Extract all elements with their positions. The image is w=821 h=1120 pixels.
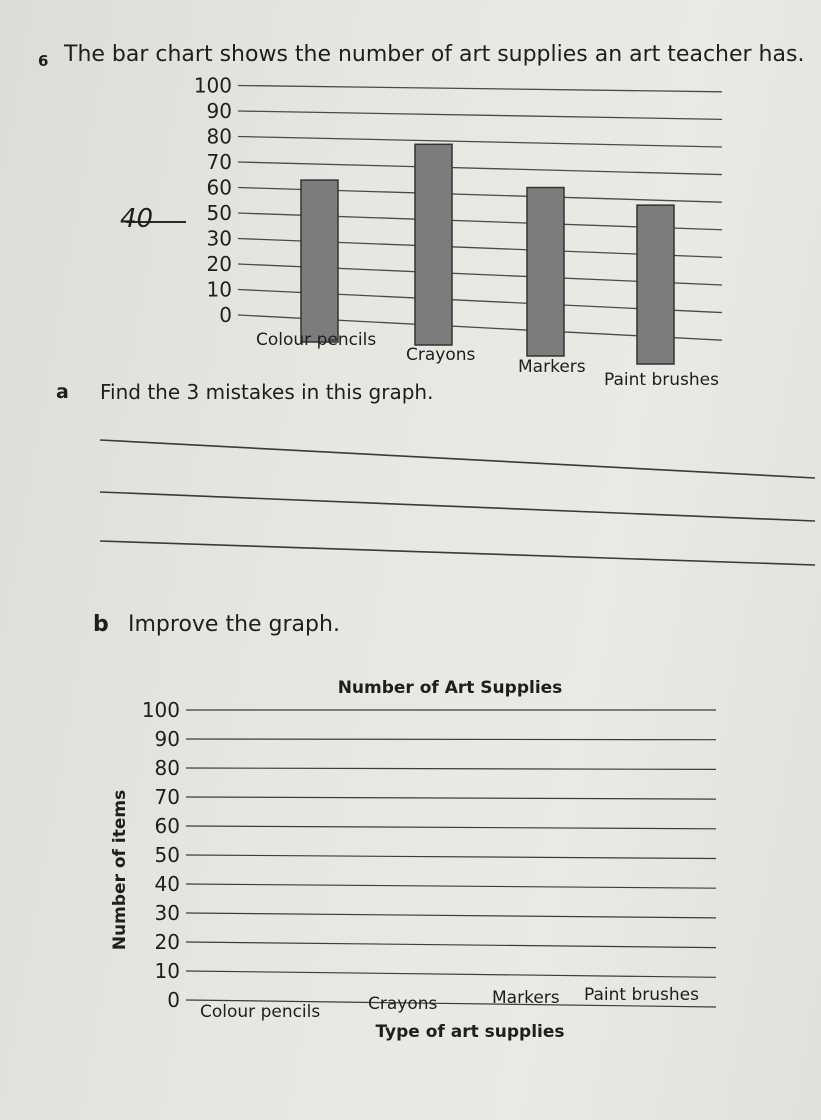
y-tick-label-20: 20 (154, 930, 180, 954)
gridline-80 (238, 137, 722, 147)
y-tick-label-50: 50 (206, 201, 232, 225)
y-tick-label-90: 90 (154, 727, 180, 751)
x-category-label-crayons: Crayons (406, 345, 476, 365)
y-tick-label-70: 70 (206, 150, 232, 174)
part-a-question: Find the 3 mistakes in this graph. (100, 380, 434, 404)
gridline-90 (238, 111, 722, 119)
y-tick-label-30: 30 (206, 226, 232, 251)
gridline-100 (238, 86, 722, 92)
y-tick-label-100: 100 (193, 73, 232, 98)
y-tick-label-30: 30 (154, 901, 180, 925)
y-axis-label: Number of items (110, 789, 130, 951)
y-tick-label-10: 10 (154, 959, 180, 983)
x-category-label-colour-pencils: Colour pencils (200, 1002, 321, 1022)
x-category-label-markers: Markers (518, 357, 586, 377)
gridline-70 (186, 797, 716, 799)
y-tick-label-80: 80 (154, 756, 180, 780)
bar-crayons (415, 144, 452, 345)
question-intro: The bar chart shows the number of art supplies an art teacher has. (64, 42, 805, 67)
x-category-label-markers: Markers (492, 988, 560, 1008)
y-tick-label-0: 0 (219, 303, 232, 327)
chart-title: Number of Art Supplies (337, 678, 563, 698)
y-tick-label-60: 60 (154, 814, 180, 838)
gridline-40 (186, 884, 716, 888)
gridline-10 (186, 971, 716, 977)
answer-line-2[interactable] (100, 492, 815, 521)
bar-paint-brushes (637, 205, 674, 364)
y-tick-label-70: 70 (154, 785, 180, 809)
handwritten-40: 40 (120, 204, 154, 234)
x-category-label-paint-brushes: Paint brushes (584, 985, 699, 1005)
gridline-50 (186, 855, 716, 859)
x-category-label-colour-pencils: Colour pencils (256, 330, 377, 350)
answer-line-3[interactable] (100, 541, 815, 565)
bar-colour-pencils (301, 180, 338, 342)
y-tick-label-50: 50 (154, 843, 180, 867)
y-tick-label-40: 40 (154, 872, 180, 896)
bar-markers (527, 188, 564, 356)
y-tick-label-10: 10 (206, 277, 232, 302)
gridline-70 (238, 162, 722, 175)
y-tick-label-80: 80 (206, 124, 232, 149)
x-category-label-paint-brushes: Paint brushes (604, 370, 719, 390)
gridline-20 (186, 942, 716, 948)
part-b-label: b (93, 612, 109, 637)
y-tick-label-100: 100 (141, 698, 180, 722)
gridline-90 (186, 739, 716, 740)
y-tick-label-90: 90 (206, 99, 232, 123)
y-tick-label-60: 60 (206, 175, 232, 200)
y-tick-label-20: 20 (206, 252, 232, 276)
flawed-bar-chart (0, 0, 821, 420)
x-axis-label: Type of art supplies (375, 1022, 565, 1042)
part-a-label: a (56, 381, 69, 403)
question-number: 6 (38, 52, 49, 70)
answer-lines (0, 420, 821, 580)
blank-bar-chart (0, 660, 821, 1080)
gridline-60 (186, 826, 716, 829)
part-b-question: Improve the graph. (128, 612, 340, 637)
y-tick-label-0: 0 (167, 988, 180, 1012)
gridline-30 (186, 913, 716, 918)
gridline-80 (186, 768, 716, 769)
answer-line-1[interactable] (100, 440, 815, 478)
x-category-label-crayons: Crayons (368, 994, 438, 1014)
